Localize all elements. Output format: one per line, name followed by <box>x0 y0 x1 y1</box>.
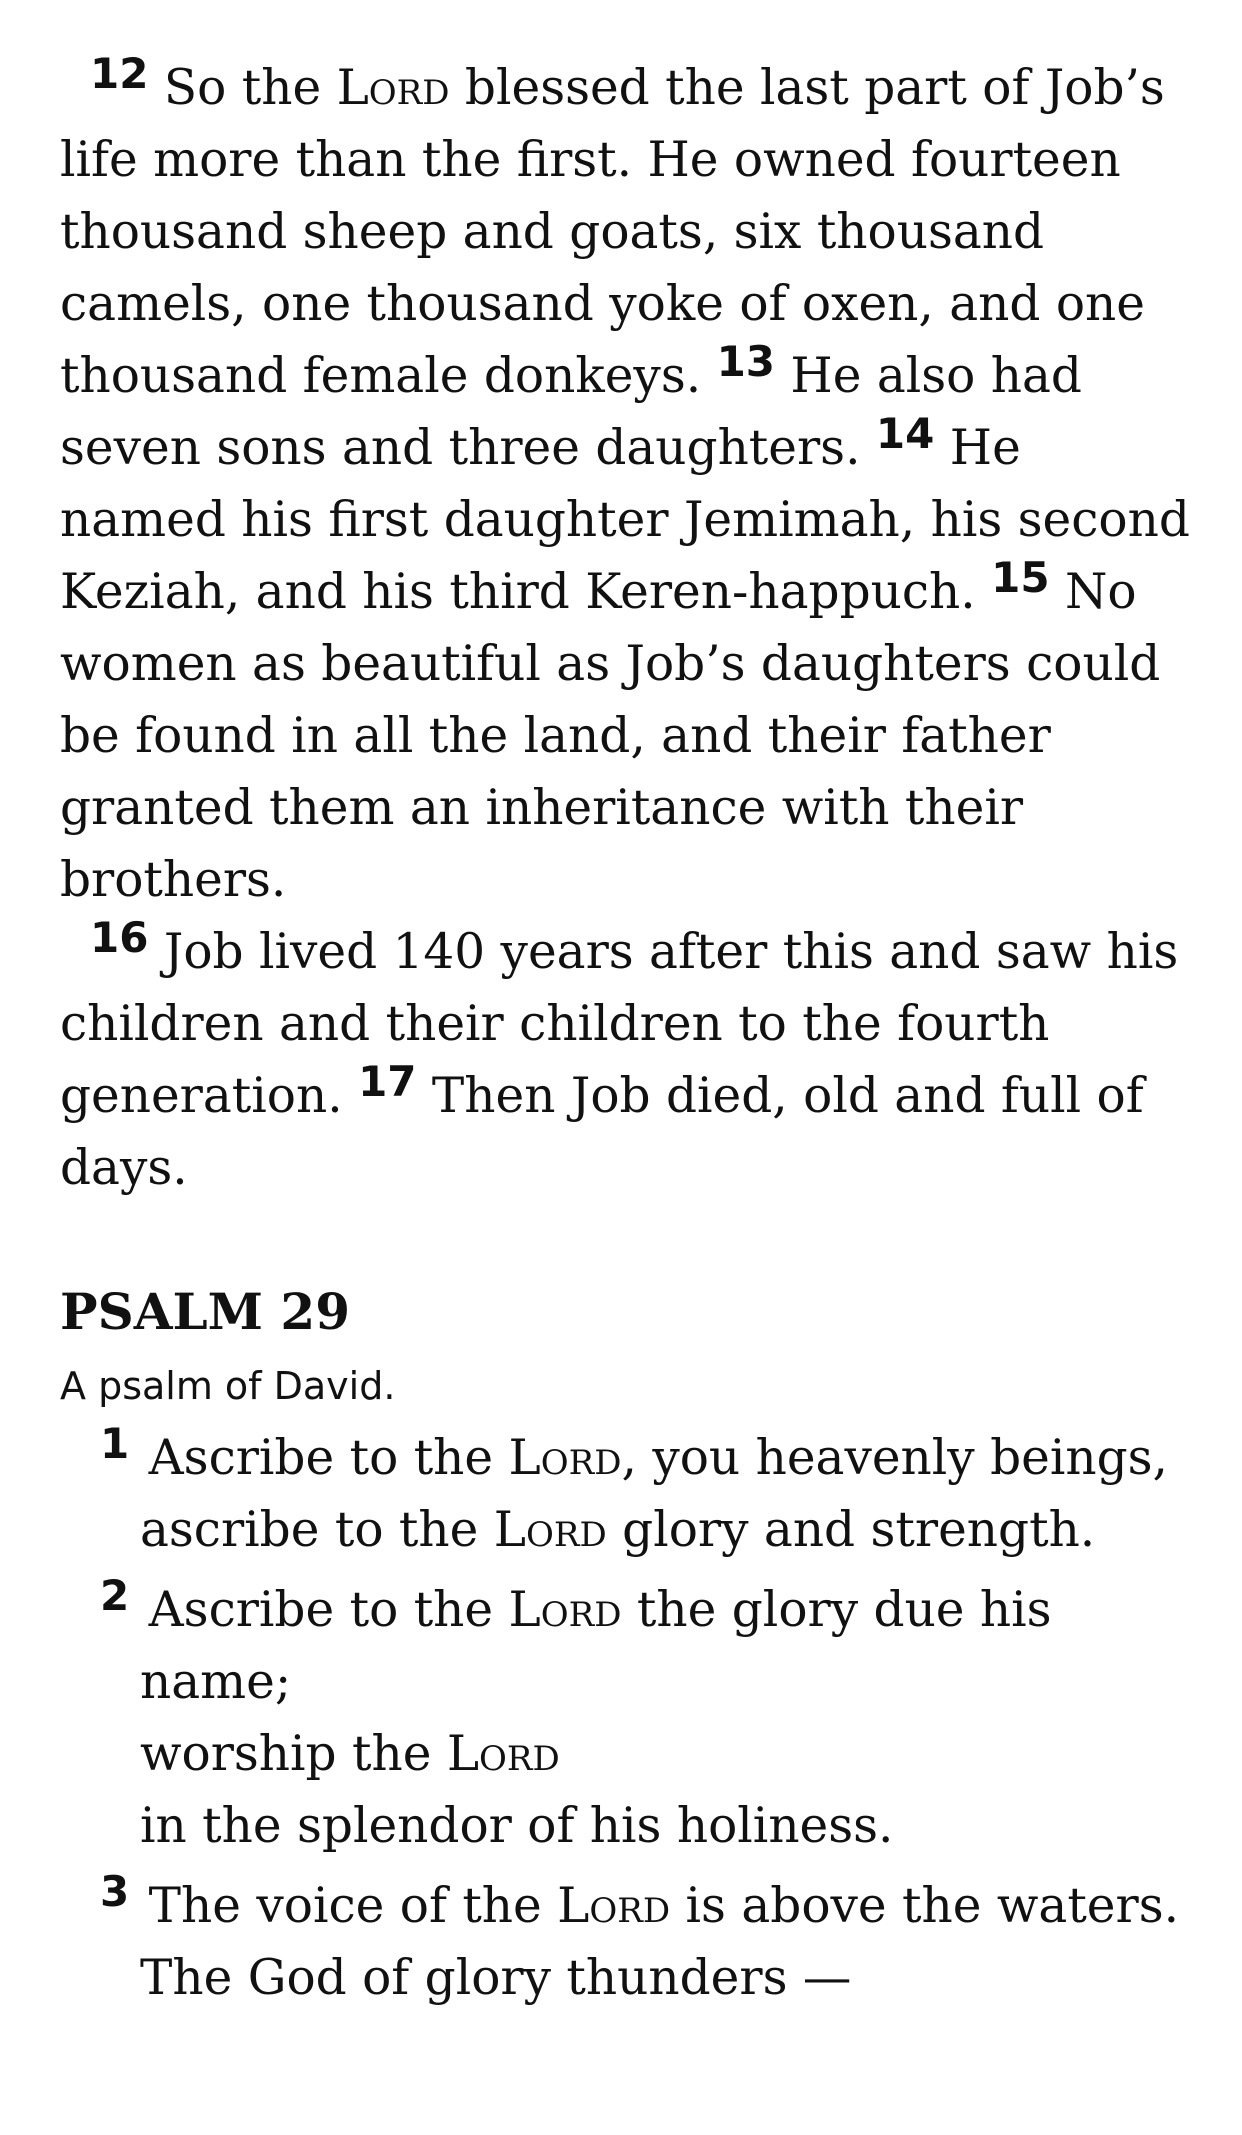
verse-text: ascribe to the <box>140 1502 494 1558</box>
poem-line <box>60 1419 1202 1494</box>
verse-text: is above the waters. <box>670 1878 1179 1934</box>
psalm-verse-1 <box>60 1419 1202 1566</box>
verse-text: No women as beautiful as Job’s daughters could be found in all the land, and their father granted them an inheritance with their brothers. <box>60 564 1161 908</box>
verse-text: glory and strength. <box>606 1502 1096 1558</box>
verse-number-2: 2 <box>100 1571 130 1620</box>
verse-number-15: 15 <box>991 553 1050 602</box>
job-paragraph-1 <box>60 49 1202 916</box>
verse-number-3: 3 <box>100 1867 130 1916</box>
verse-text: Ascribe to the <box>133 1582 509 1638</box>
verse-text: blessed the last part of Job’s life more than the first. He owned fourteen thousand sheep and goats, six thousand camels, one thousand yoke of oxen, and one thousand female donkeys. <box>60 60 1165 404</box>
verse-text: He also had seven sons and three daughters. <box>60 348 1082 476</box>
job-paragraph-2 <box>60 913 1202 1204</box>
psalm-heading: PSALM 29 <box>60 1282 350 1341</box>
verse-text: Then Job died, old and full of days. <box>60 1068 1144 1196</box>
verse-number-17: 17 <box>358 1057 417 1106</box>
verse-text: So the <box>148 60 337 116</box>
psalm-verse-2 <box>60 1571 1202 1862</box>
verse-text: Ascribe to the <box>133 1430 509 1486</box>
verse-text: He named his first daughter Jemimah, his second Keziah, and his third Keren-happuch. <box>60 420 1190 620</box>
verse-text: The God of glory thunders — <box>140 1950 852 2006</box>
poem-line <box>60 1790 1202 1862</box>
verse-number-14: 14 <box>875 409 935 458</box>
poem-line <box>60 1867 1202 1942</box>
poem-line <box>60 1571 1202 1718</box>
divine-name: Lord <box>508 1430 622 1486</box>
psalm-verse-3 <box>60 1867 1202 2014</box>
verse-text: the glory due his name; <box>140 1582 1052 1710</box>
verse-number-16: 16 <box>90 913 149 962</box>
divine-name: Lord <box>336 60 450 116</box>
verse-number-12: 12 <box>90 49 149 98</box>
divine-name: Lord <box>493 1502 607 1558</box>
verse-text: worship the <box>140 1726 447 1782</box>
psalm-subtitle: A psalm of David. <box>60 1364 396 1408</box>
poem-line <box>60 1494 1202 1566</box>
verse-number-13: 13 <box>716 337 776 386</box>
verse-text: Job lived 140 years after this and saw his children and their children to the fourth generation. <box>60 924 1179 1124</box>
job-passage <box>60 49 1202 1204</box>
psalm-poem <box>60 1419 1202 2014</box>
divine-name: Lord <box>508 1582 622 1638</box>
poem-line <box>60 1942 1202 2014</box>
poem-line <box>60 1718 1202 1790</box>
verse-text: , you heavenly beings, <box>621 1430 1168 1486</box>
divine-name: Lord <box>446 1726 560 1782</box>
verse-text: The voice of the <box>133 1878 558 1934</box>
divine-name: Lord <box>557 1878 671 1934</box>
verse-text: in the splendor of his holiness. <box>140 1798 894 1854</box>
verse-number-1: 1 <box>100 1419 130 1468</box>
